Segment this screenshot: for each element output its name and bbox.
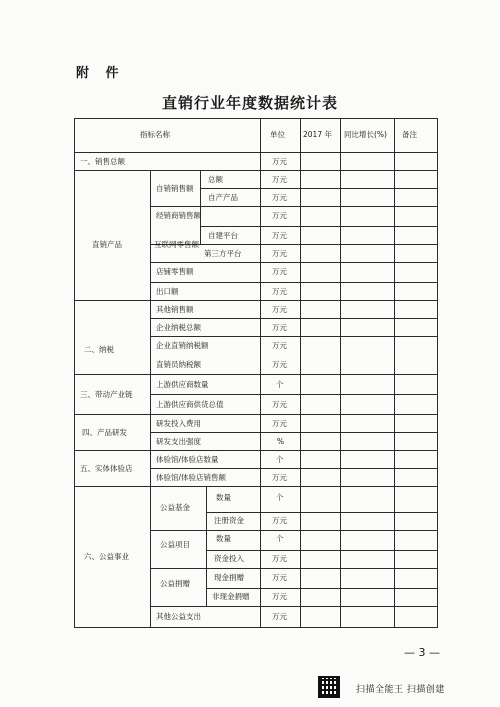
row-noncash-donation: 非现金捐赠 xyxy=(212,592,250,601)
unit-cell: 个 xyxy=(276,493,284,502)
unit-cell: 万元 xyxy=(272,573,287,582)
table-rule xyxy=(74,414,438,415)
unit-cell: 个 xyxy=(276,455,284,464)
row-own-total: 总额 xyxy=(208,175,223,184)
table-rule xyxy=(206,550,438,551)
page-title: 直销行业年度数据统计表 xyxy=(161,94,338,112)
group-direct-sales: 直销产品 xyxy=(92,240,122,249)
unit-cell: 万元 xyxy=(272,360,287,369)
row-own-sales: 自销销售额 xyxy=(156,184,194,193)
table-rule xyxy=(74,450,438,451)
section-sales-total: 一、销售总额 xyxy=(80,157,125,166)
row-experience: 体验馆/体验店销售额 xyxy=(156,473,227,482)
row-fund-count: 数量 xyxy=(216,493,231,502)
section-rnd: 四、产品研发 xyxy=(82,428,127,437)
unit-cell: 万元 xyxy=(272,554,287,563)
row-self-platform: 自建平台 xyxy=(208,231,238,240)
row-own-product: 自产产品 xyxy=(208,193,238,202)
unit-cell: 万元 xyxy=(272,305,287,314)
table-rule xyxy=(206,512,438,513)
table-rule xyxy=(394,118,395,628)
unit-cell: 万元 xyxy=(272,157,287,166)
unit-cell: 万元 xyxy=(272,592,287,601)
table-rule xyxy=(74,374,438,375)
row-welfare-fund: 公益基金 xyxy=(160,503,190,512)
row-tax: 直销员纳税额 xyxy=(156,360,201,369)
qr-code-icon xyxy=(318,676,340,698)
row-tax: 企业纳税总额 xyxy=(156,323,201,332)
row-online-sales: 互联网零售额 xyxy=(154,240,199,249)
table-rule xyxy=(74,152,438,153)
row-rnd: 研发投入费用 xyxy=(156,419,201,428)
section-public-welfare: 六、公益事业 xyxy=(84,552,129,561)
scanner-watermark: 扫描全能王 扫描创建 xyxy=(356,685,445,695)
table-rule xyxy=(74,118,438,119)
row-rnd: 研发支出强度 xyxy=(156,437,201,446)
header-unit: 单位 xyxy=(270,130,285,139)
table-rule xyxy=(150,170,151,628)
table-rule xyxy=(260,118,261,628)
row-other-sales: 其他销售额 xyxy=(156,305,194,314)
row-dealer-sales: 经销商销售额 xyxy=(156,211,201,220)
unit-cell: 万元 xyxy=(272,231,287,240)
unit-cell: 万元 xyxy=(272,341,287,350)
table-rule xyxy=(206,588,438,589)
table-rule xyxy=(74,486,438,487)
statistics-table xyxy=(74,118,438,628)
section-experience-store: 五、实体体验店 xyxy=(80,464,133,473)
unit-cell: % xyxy=(277,437,285,446)
page-number: — 3 — xyxy=(404,646,440,659)
table-rule xyxy=(74,170,438,171)
attachment-label: 附 件 xyxy=(76,66,125,81)
header-note: 备注 xyxy=(402,130,417,139)
table-rule xyxy=(74,118,75,628)
row-tax: 企业直销纳税额 xyxy=(156,341,209,350)
row-project-count: 数量 xyxy=(216,534,231,543)
table-rule xyxy=(300,118,301,628)
unit-cell: 万元 xyxy=(272,211,287,220)
row-welfare-donation: 公益捐赠 xyxy=(160,579,190,588)
row-project-investment: 资金投入 xyxy=(214,554,244,563)
table-rule xyxy=(200,188,438,189)
table-rule xyxy=(340,118,341,628)
row-store-sales: 店铺零售额 xyxy=(156,267,194,276)
unit-cell: 万元 xyxy=(272,249,287,258)
row-third-platform: 第三方平台 xyxy=(204,249,242,258)
table-rule xyxy=(437,118,438,628)
unit-cell: 万元 xyxy=(272,473,287,482)
row-experience: 体验馆/体验店数量 xyxy=(156,455,219,464)
unit-cell: 万元 xyxy=(272,612,287,621)
unit-cell: 万元 xyxy=(272,193,287,202)
row-supplier: 上游供应商供货总值 xyxy=(156,400,224,409)
table-rule xyxy=(200,170,201,244)
unit-cell: 个 xyxy=(276,534,284,543)
row-other-welfare: 其他公益支出 xyxy=(156,612,201,621)
table-rule xyxy=(74,627,438,628)
row-cash-donation: 现金捐赠 xyxy=(214,573,244,582)
unit-cell: 个 xyxy=(276,380,284,389)
unit-cell: 万元 xyxy=(272,400,287,409)
section-industry-chain: 三、带动产业链 xyxy=(80,390,133,399)
table-rule xyxy=(74,300,438,301)
row-export: 出口额 xyxy=(156,287,179,296)
unit-cell: 万元 xyxy=(272,267,287,276)
row-supplier: 上游供应商数量 xyxy=(156,380,209,389)
unit-cell: 万元 xyxy=(272,323,287,332)
unit-cell: 万元 xyxy=(272,287,287,296)
row-welfare-project: 公益项目 xyxy=(160,540,190,549)
table-rule xyxy=(206,486,207,606)
table-rule xyxy=(200,226,438,227)
header-indicator: 指标名称 xyxy=(140,130,170,139)
unit-cell: 万元 xyxy=(272,175,287,184)
row-fund-capital: 注册资金 xyxy=(214,516,244,525)
unit-cell: 万元 xyxy=(272,419,287,428)
section-tax: 二、纳税 xyxy=(84,345,114,354)
unit-cell: 万元 xyxy=(272,516,287,525)
header-year: 2017 年 xyxy=(303,130,332,139)
header-growth: 同比增长(%) xyxy=(344,130,387,139)
